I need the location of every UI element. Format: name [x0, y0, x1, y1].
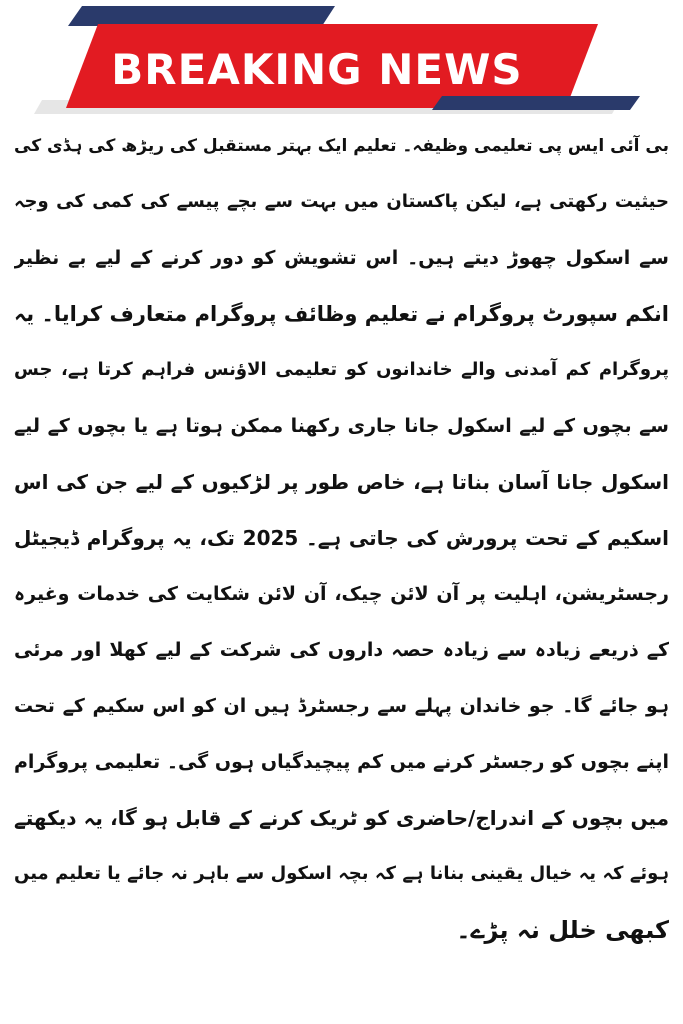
article-line: سے بچوں کے لیے اسکول جانا جاری رکھنا ممکن ہوتا ہے یا بچوں کے لیے — [14, 415, 669, 437]
article-line: حیثیت رکھتی ہے، لیکن پاکستان میں بہت سے بچے پیسے کی کمی کی وجہ — [14, 191, 669, 212]
article-line-last: کبھی خلل نہ پڑے۔ — [456, 916, 669, 944]
article-line: رجسٹریشن، اہلیت پر آن لائن چیک، آن لائن شکایت کی خدمات وغیرہ — [14, 583, 669, 605]
article-line: بی آئی ایس پی تعلیمی وظیفہ۔ تعلیم ایک بہتر مستقبل کی ریڑھ کی ہڈی کی — [14, 136, 669, 156]
article-line: ہوئے کہ یہ خیال یقینی بنانا ہے کہ بچہ اسکول سے باہر نہ جائے یا تعلیم میں — [14, 863, 669, 884]
breaking-news-banner — [0, 0, 683, 122]
banner-title: BREAKING NEWS — [111, 45, 523, 94]
article-line: سے اسکول چھوڑ دیتے ہیں۔ اس تشویش کو دور کرنے کے لیے بے نظیر — [14, 247, 669, 269]
article-line: انکم سپورٹ پروگرام نے تعلیم وظائف پروگرام متعارف کرایا۔ یہ — [14, 302, 669, 326]
article-line: میں بچوں کے اندراج/حاضری کو ٹریک کرنے کے قابل ہو گا، یہ دیکھتے — [14, 806, 669, 830]
article-line: کے ذریعے زیادہ سے زیادہ حصہ داروں کی شرکت کے لیے کھلا اور مرئی — [14, 639, 669, 661]
article-line: پروگرام کم آمدنی والے خاندانوں کو تعلیمی الاؤنس فراہم کرتا ہے، جس — [14, 359, 669, 380]
article-line: اپنے بچوں کو رجسٹر کرنے میں کم پیچیدگیاں ہوں گی۔ تعلیمی پروگرام — [14, 751, 669, 773]
article-line: اسکول جانا آسان بناتا ہے، خاص طور پر لڑکیوں کے لیے جن کی اس — [14, 470, 669, 494]
banner-navy-strip — [68, 6, 335, 26]
article-line: ہو جائے گا۔ جو خاندان پہلے سے رجسٹرڈ ہیں ان کو اس سکیم کے تحت — [14, 695, 669, 717]
article-body — [14, 118, 669, 1018]
article-line: اسکیم کے تحت پرورش کی جاتی ہے۔ 2025 تک، یہ پروگرام ڈیجیٹل — [14, 526, 669, 550]
